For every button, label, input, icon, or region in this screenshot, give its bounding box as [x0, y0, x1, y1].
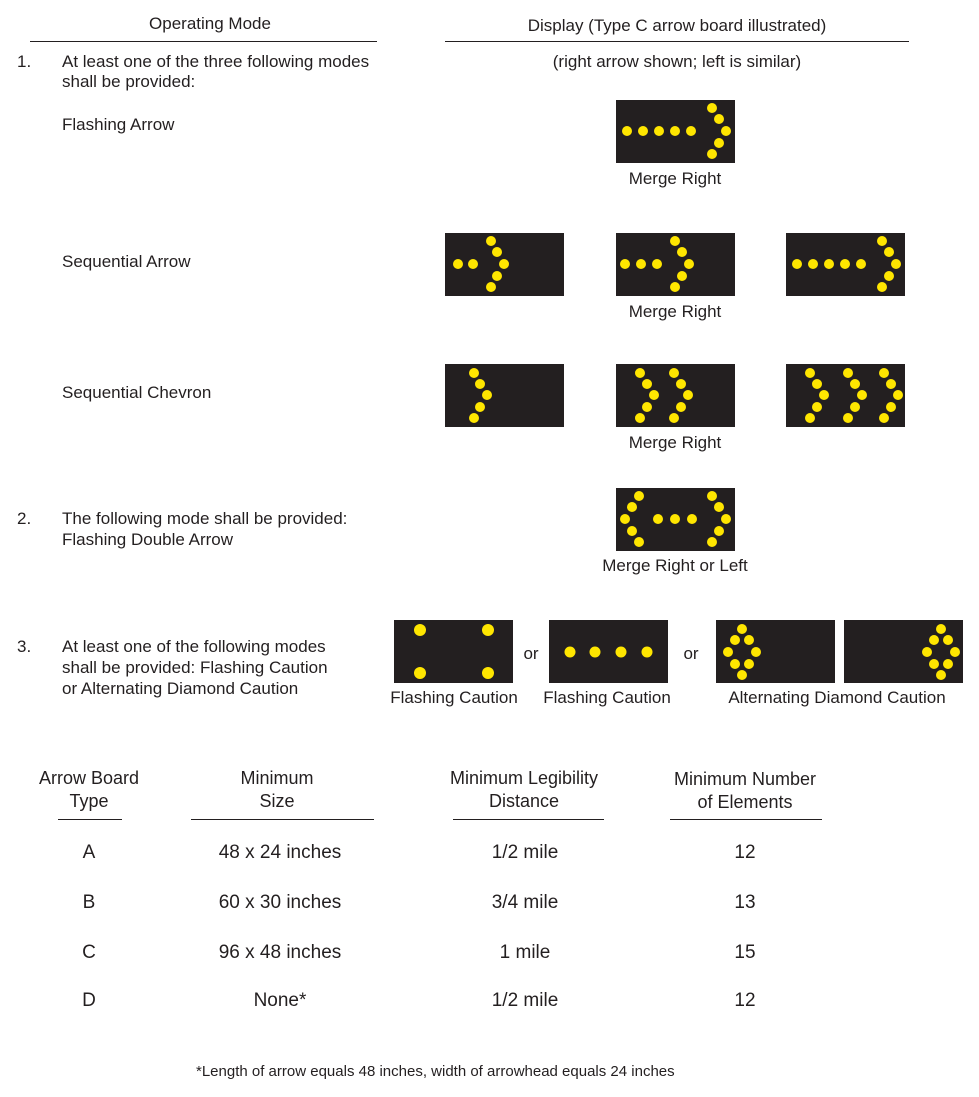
table-cell: 1 mile	[499, 942, 551, 963]
sequential-arrow-label: Sequential Arrow	[62, 252, 191, 271]
table-header-type-line-1: Arrow Board	[38, 768, 140, 788]
table-header-type-rule	[58, 819, 122, 820]
double-arrow-lamps	[616, 488, 735, 551]
item-1-number: 1.	[17, 52, 32, 71]
table-header-size-line-1: Minimum	[240, 768, 314, 788]
sequential-arrow-board-1	[445, 233, 564, 296]
table-header-elements-line-1: Minimum Number	[673, 769, 817, 789]
table-header-elements-line-2: of Elements	[697, 792, 793, 812]
caution-corners-caption: Flashing Caution	[390, 688, 518, 707]
table-cell: 1/2 mile	[491, 842, 559, 863]
display-header: Display (Type C arrow board illustrated)	[527, 16, 827, 35]
caution-line-caption: Flashing Caution	[543, 688, 671, 707]
diamond-caption: Alternating Diamond Caution	[728, 688, 946, 707]
sequential-chevron-caption: Merge Right	[628, 433, 722, 452]
sequential-arrow-lamps-1	[445, 233, 564, 296]
caution-corners-lamps	[394, 620, 513, 683]
sequential-arrow-board-3	[786, 233, 905, 296]
diamond-lamps-right	[844, 620, 963, 683]
diamond-board-left	[716, 620, 835, 683]
item-2-line-1: The following mode shall be provided:	[62, 509, 348, 528]
footnote: *Length of arrow equals 48 inches, width of arrowhead equals 24 inches	[196, 1063, 675, 1080]
table-cell: 1/2 mile	[491, 990, 559, 1011]
sequential-arrow-caption: Merge Right	[628, 302, 722, 321]
sequential-chevron-board-3	[786, 364, 905, 427]
caution-line-board	[549, 620, 668, 683]
caution-line-lamps	[549, 620, 668, 683]
double-arrow-caption: Merge Right or Left	[602, 556, 748, 575]
item-2-number: 2.	[17, 509, 32, 528]
table-cell: None*	[253, 990, 307, 1011]
sequential-chevron-lamps-2	[616, 364, 735, 427]
operating-mode-header: Operating Mode	[149, 14, 271, 33]
diamond-lamps-left	[716, 620, 835, 683]
display-rule	[445, 41, 909, 42]
sequential-chevron-board-2	[616, 364, 735, 427]
sequential-chevron-lamps-1	[445, 364, 564, 427]
table-header-distance-line-1: Minimum Legibility	[449, 768, 599, 788]
table-header-distance-line-2: Distance	[488, 791, 560, 811]
sequential-chevron-label: Sequential Chevron	[62, 383, 212, 402]
caution-corners-board	[394, 620, 513, 683]
table-header-distance-rule	[453, 819, 604, 820]
item-1-line-2: shall be provided:	[62, 72, 196, 91]
diamond-board-right	[844, 620, 963, 683]
sequential-arrow-board-2	[616, 233, 735, 296]
double-arrow-board	[616, 488, 735, 551]
table-cell: 13	[734, 892, 756, 913]
flashing-arrow-label: Flashing Arrow	[62, 115, 175, 134]
item-1-line-1: At least one of the three following modes	[62, 52, 370, 71]
flashing-arrow-board	[616, 100, 735, 163]
table-cell: 12	[734, 990, 756, 1011]
display-note: (right arrow shown; left is similar)	[552, 52, 802, 71]
sequential-arrow-lamps-2	[616, 233, 735, 296]
table-cell: B	[82, 892, 96, 913]
item-3-line-2: shall be provided: Flashing Caution	[62, 658, 328, 677]
table-header-elements-rule	[670, 819, 822, 820]
table-header-size-line-2: Size	[259, 791, 295, 811]
table-header-size-rule	[191, 819, 374, 820]
table-cell: 60 x 30 inches	[218, 892, 342, 913]
sequential-chevron-lamps-3	[786, 364, 905, 427]
table-cell: A	[82, 842, 96, 863]
flashing-arrow-lamps	[616, 100, 735, 163]
table-cell: 12	[734, 842, 756, 863]
flashing-arrow-caption: Merge Right	[628, 169, 722, 188]
table-cell: 96 x 48 inches	[218, 942, 342, 963]
table-cell: 48 x 24 inches	[218, 842, 342, 863]
item-2-line-2: Flashing Double Arrow	[62, 530, 234, 549]
item-3-line-3: or Alternating Diamond Caution	[62, 679, 299, 698]
or-separator-1: or	[523, 644, 539, 663]
table-cell: D	[82, 990, 96, 1011]
sequential-arrow-lamps-3	[786, 233, 905, 296]
item-3-line-1: At least one of the following modes	[62, 637, 326, 656]
table-cell: 15	[734, 942, 756, 963]
or-separator-2: or	[683, 644, 699, 663]
table-header-type-line-2: Type	[69, 791, 109, 811]
operating-mode-rule	[30, 41, 377, 42]
sequential-chevron-board-1	[445, 364, 564, 427]
table-cell: C	[82, 942, 96, 963]
item-3-number: 3.	[17, 637, 32, 656]
table-cell: 3/4 mile	[491, 892, 559, 913]
